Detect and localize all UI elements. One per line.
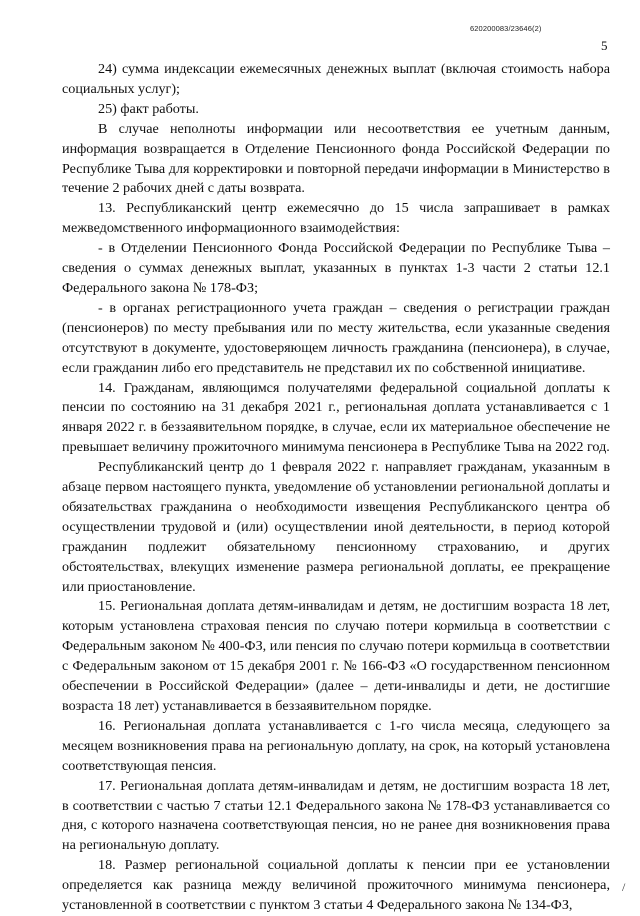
paragraph-incomplete-info: В случае неполноты информации или несоответствия ее учетным данным, информация возвращается в Отделение Пенсионного фонда Российской Федерации по Республике Тыва для корректировки и повторной передачи информации в Министерство в течение 2 рабочих дней с даты возврата. xyxy=(62,120,610,197)
paragraph-16: 16. Региональная доплата устанавливается с 1-го числа месяца, следующего за месяцем возникновения права на региональную доплату, на срок, на который установлена соответствующая пенсия. xyxy=(62,717,610,774)
paragraph-item-24: 24) сумма индексации ежемесячных денежных выплат (включая стоимость набора социальных услуг); xyxy=(62,61,610,97)
paragraph-item-25: 25) факт работы. xyxy=(98,100,199,117)
paragraph-13: 13. Республиканский центр ежемесячно до 15 числа запрашивает в рамках межведомственного информационного взаимодействия: xyxy=(62,200,610,237)
paragraph-15: 15. Региональная доплата детям-инвалидам и детям, не достигшим возраста 18 лет, которым установлена страховая пенсия по случаю потери кормильца в соответствии с Федеральным законом № 400-ФЗ, или пенсия по случаю потери кормильца в соответствии с Федеральным законом от 15 декабря 2001 г. № 166-ФЗ «О государственном пенсионном обеспечении в Российской Федерации» (далее – дети-инвалиды и дети, не достигшие возраста 18 лет) устанавливается в беззаявительном порядке. xyxy=(62,598,610,714)
paragraph-13-registration: - в органах регистрационного учета граждан – сведения о регистрации граждан (пенсионеров) по месту пребывания или по месту жительства, если указанные сведения отсутствуют в документе, удостоверяющем личность гражданина (пенсионера), в случае, если гражданин либо его представитель не представил их по собственной инициативе. xyxy=(62,299,610,376)
paragraph-14-notice: Республиканский центр до 1 февраля 2022 г. направляет гражданам, указанным в абзаце первом настоящего пункта, уведомление об установлении региональной доплаты и обязательствах гражданина о необходимости извещения Республиканского центра об осуществлении трудовой и (или) осуществлении иной деятельности, в период которой гражданин подлежит обязательному пенсионному страхованию, и других обстоятельствах, влекущих изменение размера региональной доплаты, ее прекращение или приостановление. xyxy=(62,459,610,595)
paragraph-18: 18. Размер региональной социальной доплаты к пенсии при ее установлении определяется как разница между величиной прожиточного минимума пенсионера, установленной в соответствии с пунктом 3 статьи 4 Федерального закона № 134-ФЗ, xyxy=(62,857,610,914)
document-id: 620200083/23646(2) xyxy=(470,24,542,33)
page-number: 5 xyxy=(601,38,608,53)
paragraph-13-pension-fund: - в Отделении Пенсионного Фонда Российской Федерации по Республике Тыва – сведения о суммах денежных выплат, указанных в пунктах 1-3 части 2 статьи 12.1 Федерального закона № 178-ФЗ; xyxy=(62,240,610,296)
document-body xyxy=(62,60,610,916)
paragraph-14: 14. Гражданам, являющимся получателями федеральной социальной доплаты к пенсии по состоянию на 31 декабря 2021 г., региональная доплата устанавливается с 1 января 2022 г. в беззаявительном порядке, в случае, если их материальное обеспечение не превышает величину прожиточного минимума пенсионера в Республике Тыва на 2022 год. xyxy=(62,379,610,456)
corner-mark: / xyxy=(622,880,626,894)
paragraph-17: 17. Региональная доплата детям-инвалидам и детям, не достигшим возраста 18 лет, в соответствии с частью 7 статьи 12.1 Федерального закона № 178-ФЗ устанавливается со дня, с которого назначена соответствующая пенсия, но не ранее дня возникновения права на региональную доплату. xyxy=(62,777,610,854)
